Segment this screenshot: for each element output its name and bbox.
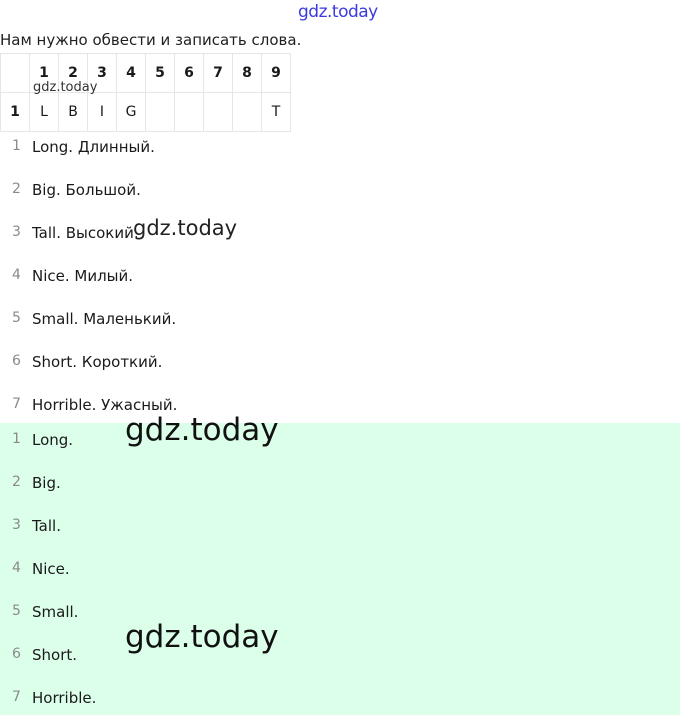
grid-cell <box>204 93 233 132</box>
grid-cell <box>233 93 262 132</box>
item-text: Small. Маленький. <box>32 310 177 328</box>
item-number: 3 <box>12 517 21 533</box>
item-number: 2 <box>12 181 21 197</box>
grid-cell: 6 <box>175 54 204 93</box>
item-number: 4 <box>12 560 21 576</box>
item-text: Horrible. <box>32 689 97 707</box>
item-text: Tall. Высокий. <box>32 224 139 242</box>
grid-cell: 4 <box>117 54 146 93</box>
grid-cell: 9 <box>262 54 291 93</box>
item-number: 7 <box>12 396 21 412</box>
item-text: Tall. <box>32 517 61 535</box>
item-text: Horrible. Ужасный. <box>32 396 178 414</box>
item-text: Short. Короткий. <box>32 353 163 371</box>
item-number: 1 <box>12 431 21 447</box>
item-number: 7 <box>12 689 21 705</box>
item-number: 1 <box>12 138 21 154</box>
grid-cell: 7 <box>204 54 233 93</box>
item-number: 6 <box>12 353 21 369</box>
item-number: 3 <box>12 224 21 240</box>
item-text: Big. Большой. <box>32 181 141 199</box>
item-text: Small. <box>32 603 79 621</box>
grid-cell: B <box>59 93 88 132</box>
item-text: Long. <box>32 431 74 449</box>
item-text: Nice. Милый. <box>32 267 134 285</box>
item-text: Nice. <box>32 560 70 578</box>
item-text: Big. <box>32 474 61 492</box>
grid-cell: G <box>117 93 146 132</box>
grid-cell <box>1 54 30 93</box>
item-number: 5 <box>12 310 21 326</box>
item-number: 4 <box>12 267 21 283</box>
item-text: Long. Длинный. <box>32 138 155 156</box>
item-number: 6 <box>12 646 21 662</box>
grid-cell: 5 <box>146 54 175 93</box>
answer-block <box>0 423 680 715</box>
watermark-text: gdz.today <box>133 216 238 240</box>
grid-cell: I <box>88 93 117 132</box>
grid-row-header: 1 <box>1 93 30 132</box>
grid-cell <box>175 93 204 132</box>
watermark-text: gdz.today <box>33 80 98 95</box>
watermark-text: gdz.today <box>125 412 279 448</box>
watermark-text: gdz.today <box>298 2 378 22</box>
grid-cell: T <box>262 93 291 132</box>
grid-cell: L <box>30 93 59 132</box>
grid-row <box>1 93 291 132</box>
item-number: 5 <box>12 603 21 619</box>
item-number: 2 <box>12 474 21 490</box>
grid-cell: 1 <box>30 54 59 93</box>
grid-cell <box>146 93 175 132</box>
grid-cell: 2 <box>59 54 88 93</box>
watermark-text: gdz.today <box>125 619 279 655</box>
grid-cell: 8 <box>233 54 262 93</box>
intro-text: Нам нужно обвести и записать слова. <box>0 31 302 49</box>
item-text: Short. <box>32 646 78 664</box>
grid-cell: 3 <box>88 54 117 93</box>
